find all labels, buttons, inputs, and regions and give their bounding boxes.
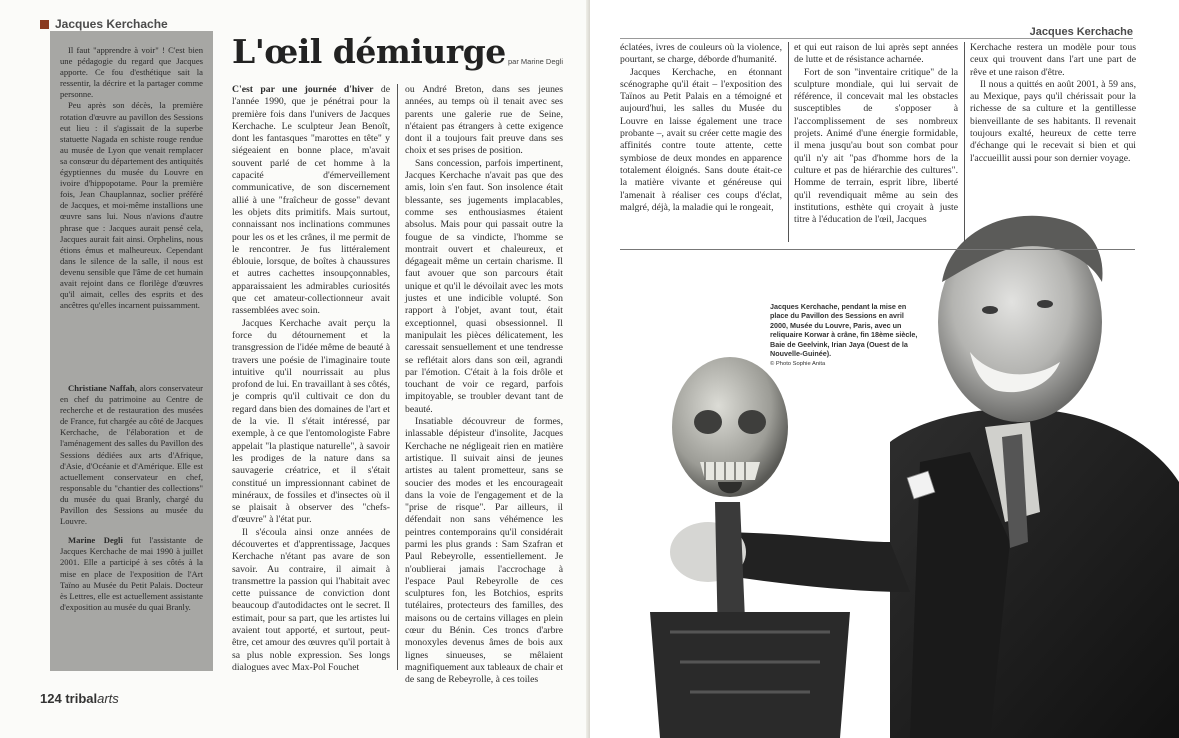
paragraph: Il nous a quittés en août 2001, à 59 ans, au Mexique, pays qu'il chérissait pour la richesse de sa culture et la gentillesse bienveillante de ses habitants. Il revenait toujours exalté, heureux de cette terre d'échange qui le recevait si bien et qui l'accueillit aussi pour son dernier voyage.: [970, 78, 1136, 164]
right-page: [590, 0, 1179, 738]
running-head-title: Jacques Kerchache: [55, 17, 168, 31]
paragraph: Il s'écoula ainsi onze années de découvertes et d'apprentissage, Jacques Kerchache n'étant pas avare de son savoir. Au contraire, il aimait à transmettre la passion qui l'habitait avec cette puissance de conviction dont beaucoup d'autodidactes ont le secret. Il estimait, pour sa part, que les artistes lui avaient tout apporté, et surtout, peut-être, cet amour des œuvres qu'il portait à sa plus noble expression. Ses longs dialogues avec Max-Pol Fouchet: [232, 526, 390, 673]
contributor-name: Marine Degli: [68, 535, 123, 546]
page-folio: [40, 691, 119, 706]
contributor-bio: , alors conservateur en chef du patrimoine au Centre de recherche et de restauration des musées de France, fut chargée au côté de Jacques Kerchache, de l'élaboration et de l'aménagement des salles du Pavillon des Sessions dédiées aux arts d'Afrique, d'Asie, d'Océanie et d'Amérique. Elle est actuellement conservateur en chef, responsable du "chantier des collections" du musée du quai Branly, chargé du Pavillon des Sessions au musée du Louvre.: [60, 383, 203, 527]
paragraph: ou André Breton, dans ses jeunes années, au temps où il tenait avec ses parents une galerie rue de Seine, n'étaient pas étrangers à cette exigence dont il a toujours fait preuve dans ses choix et ses prises de position.: [405, 84, 563, 157]
sidebar-box: [50, 31, 213, 671]
paragraph: et qui eut raison de lui après sept années de lutte et de résistance acharnée.: [794, 42, 958, 66]
header-rule: [620, 38, 1133, 39]
portrait-photo: [590, 212, 1179, 738]
article-column-1: [232, 84, 390, 673]
column-divider: [964, 42, 965, 242]
photo-caption: [770, 302, 920, 370]
contributor-name: Christiane Naffah: [68, 383, 135, 393]
sidebar-intro: [60, 45, 203, 375]
sidebar-paragraph: Peu après son décès, la première rotation d'œuvre au pavillon des Sessions eut lieu : il s'agissait de la superbe statuette Nagada en schiste rouge rendue au musée de Lyon que venait remplacer sa consœur du département des antiquités égyptiennes du musée du Louvre en ivoire d'hippopotame. Pour la première fois, Jean Chauplannaz, soclier préféré de Jacques, et moi-même installions une œuvre sans lui. Nous n'avions d'autre phrase que : Jacques aurait pensé cela, Jacques aurait fait ainsi. Orphelins, nous étions émus et malheureux. Cependant dans le silence de la salle, il nous est devenu sensible que l'âme de cet humain avait rejoint dans ce florilège d'œuvres qu'il aimait, celles des esprits et des ancêtres qu'elles incarnent puissamment.: [60, 100, 203, 311]
paragraph-text: de l'année 1990, que je pénétrai pour la première fois dans l'univers de Jacques Kerchache. Le sculpteur Jean Benoît, dont les fantasques "marottes en tête" y siégeaient en bonne place, m'avait souvent parlé de cet homme à la capacité d'émerveillement communicative, de son discernement allié à une "fraîcheur de gosse" devant les objets dits primitifs. Mais surtout, connaissant nos inclinations communes pour les os et les crânes, il me permit de le rencontrer. Je fus littéralement éblouie, lorsque, de boîtes à chaussures et autres cachettes insoupçonnables, apparaissaient les admirables curiosités que cet amateur-collectionneur avait rassemblées avec soin.: [232, 84, 390, 317]
paragraph: Sans concession, parfois impertinent, Jacques Kerchache n'avait pas que des amis, loin s'en faut. Son insolence était blessante, ses jugements implacables, comme ses enthousiasmes étaient absolus. Mais pour qui passait outre la fougue de sa vindicte, l'homme se montrait ouvert et chaleureux, et dégageait même un certain charisme. Il faut avouer que son parcours était unique et qu'il le dévoilait avec les mots justes et une indicible volupté. Son rapport à l'objet, avant tout, était exceptionnel, quasi obsessionnel. Il manipulait les pièces délicatement, les caressait sensuellement et une tendresse se reflétait alors dans son œil, agrandi par l'émotion. C'était à la fois drôle et touchant de voir ce regard, parfois impitoyable, se troubler devant tant de beauté.: [405, 157, 563, 415]
paragraph: Jacques Kerchache avait perçu la force du détournement et la transgression de l'idée même de beauté à travers une poésie de l'imaginaire toute intuitive qu'il nourrissait au plus profond de lui. En travaillant à ses côtés, je compris qu'il cultivait ce don du regard dans bien des domaines de l'art et de la vie. Il s'était intéressé, par exemple, à ce que l'entomologiste Fabre appelait "la plastique naturelle", à savoir les prodiges de la nature dans sa sauvagerie créatrice, et il s'était constitué un impressionnant cabinet de minéraux, de fossiles et d'insectes où il se plaisait à observer des "chefs-d'œuvre" à l'état pur.: [232, 317, 390, 526]
paragraph: Fort de son "inventaire critique" de la sculpture mondiale, qui lui servait de référence, il concevait mal les obstacles susceptibles de s'opposer à l'accomplissement de ses nombreux projets. Animé d'une énergie formidable, il mena jusqu'au bout son combat pour qu'il n'y ait "pas d'homme hors de la culture et pas de hiérarchie des cultures". Homme de terrain, esprit libre, liberté qu'il revendiquait même au sein des institutions, esthète qui croyait à juste titre à l'éducation de l'œil, Jacques: [794, 66, 958, 226]
article-column-5: [970, 42, 1136, 202]
caption-text: pendant la mise en place du Pavillon des Sessions en avril 2000, Musée du Louvre, Paris, avec un reliquaire Korwar à crâne, fin 18ème siècle, Baie de Geelvink, Irian Jaya (Ouest de la Nouvelle-Guinée).: [770, 302, 918, 359]
contributor-bio: fut l'assistante de Jacques Kerchache de mai 1990 à juillet 2001. Elle a participé à ses côtés à la mise en place de l'exposition de l'Art Taïno au Musée du Petit Palais. Docteur ès Lettres, elle est actuellement assistante d'exposition au musée du quai Branly.: [60, 535, 203, 612]
column-divider: [788, 42, 789, 242]
paragraph: éclatées, ivres de couleurs où la violence, pourtant, se charge, déborde d'humanité.: [620, 42, 782, 66]
contributor-note: [60, 535, 203, 613]
accent-square-icon: [40, 20, 49, 29]
article-column-4: [794, 42, 958, 242]
column-divider: [397, 84, 398, 670]
paragraph: Jacques Kerchache, en étonnant scénographe qu'il était – l'exposition des Taïnos au Petit Palais en a témoigné et aujourd'hui, les salles du Musée du Louvre en laisse également une trace probante –, avait su créer cette magie des affinités contre toute attente, cette symbiose de deux mondes en apparence totalement éloignés. Sans doute était-ce la matière vivante et généreuse qui l'amenait à réaliser ces coups d'éclat, malgré, déjà, la maladie qui le rongeait,: [620, 66, 782, 213]
page-number: 124: [40, 691, 62, 706]
magazine-logo: tribal: [65, 691, 98, 706]
magazine-logo-suffix: arts: [97, 691, 119, 706]
photo-credit: © Photo Sophie Anita: [770, 361, 826, 368]
sidebar-paragraph: Il faut "apprendre à voir" ! C'est bien une pédagogie du regard que Jacques apporte. Ce fou d'esthétique sait la ressentir, la décrire et la partager comme personne.: [60, 45, 203, 100]
running-head-left: [40, 17, 168, 31]
paragraph: [232, 84, 390, 318]
running-head-right: Jacques Kerchache: [1029, 26, 1133, 38]
contributor-note: [60, 383, 203, 527]
article-column-2: [405, 84, 563, 686]
section-rule: [620, 249, 1135, 250]
caption-name: Jacques Kerchache,: [770, 302, 840, 311]
byline: par Marine Degli: [508, 57, 564, 66]
paragraph: Insatiable découvreur de formes, inlassable dépisteur d'insolite, Jacques Kerchache ne négligeait rien en matière artistique. Il suivait ainsi de jeunes artistes au talent prometteur, sans se soucier des modes et les encourageait dans la voie de l'engagement et de la "prise de risque". Par ailleurs, il défendait non sans véhémence les peintres contemporains qu'il considérait parmi les plus grands : Sam Szafran et Paul Rebeyrolle, essentiellement. Je n'oublierai jamais l'accrochage à l'espace Paul Rebeyrolle de ces sculptures fon, les Botchios, esprits tutélaires, protecteurs des familles, des maisons ou de certains villages en plein cœur du Bénin. Ces troncs d'arbre monoxyles devenus âmes de bois aux lignes sinueuses, se mêlaient magnifiquement aux tableaux de chair et de sang de Rebeyrolle, à ces toiles: [405, 416, 563, 686]
article-headline: L'œil démiurge: [232, 32, 506, 71]
paragraph: Kerchache restera un modèle pour tous ceux qui trouvent dans l'art une part de rêve et une raison d'être.: [970, 42, 1136, 78]
article-column-3: [620, 42, 782, 242]
lead-in: C'est par une journée d'hiver: [232, 84, 374, 95]
